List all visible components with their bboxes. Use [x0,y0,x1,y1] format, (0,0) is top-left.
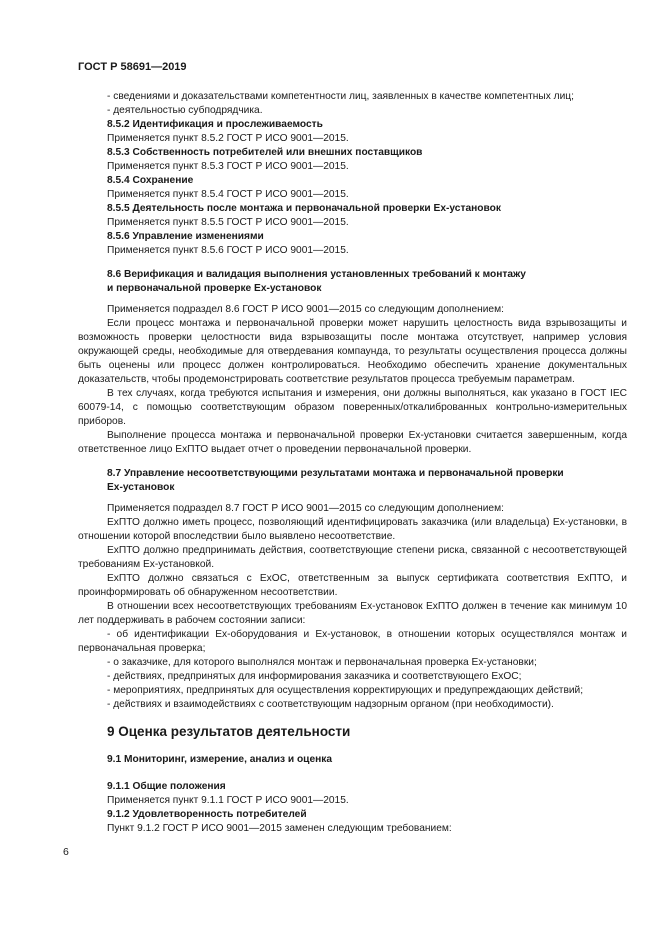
paragraph: ExПТО должно предпринимать действия, соответствующие степени риска, связанной с несоответствующей требованиям Ex-установкой. [78,545,627,570]
list-item: - действиях и взаимодействиях с соответствующим надзорным органом (при необходимости). [107,699,554,710]
section-text: Применяется пункт 8.5.6 ГОСТ Р ИСО 9001—2015. [107,245,349,256]
section-text: Применяется пункт 8.5.3 ГОСТ Р ИСО 9001—2015. [107,161,349,172]
section-heading-8-6: 8.6 Верификация и валидация выполнения установленных требований к монтажу [107,269,526,280]
paragraph: Если процесс монтажа и первоначальной проверки может нарушить целостность вида взрывозащиты и возможность проверки целостности вида взрывозащиты после монтажа отсутствует, например условия окружающей среды, необходимые для отвердевания компаунда, то результаты осуществления процесса должны быть оценены или процесс должен контролироваться. Необходимо обеспечить хранение документальных доказательств, чтобы продемонстрировать соответствие результатов процесса требуемым параметрам. [78,318,627,385]
chapter-heading-9: 9 Оценка результатов деятельности [107,724,351,739]
list-item: - мероприятиях, предпринятых для осуществления корректирующих и предупреждающих действий; [107,685,584,696]
section-heading-9-1-2: 9.1.2 Удовлетворенность потребителей [107,809,307,820]
section-heading-8-7-cont: Ex-установок [107,482,175,493]
paragraph: Выполнение процесса монтажа и первоначальной проверки Ex-установки считается завершенным, когда ответственное лицо ExПТО выдает отчет о проведении первоначальной проверки. [78,430,627,455]
paragraph: ExПТО должно связаться с ExОС, ответственным за выпуск сертификата соответствия ExПТО, и проинформировать об обнаруженном несоответствии. [78,573,627,598]
page-number: 6 [63,846,69,858]
section-heading-8-6-cont: и первоначальной проверке Ex-установок [107,283,322,294]
section-heading-8-5-5: 8.5.5 Деятельность после монтажа и первоначальной проверки Ex-установок [107,203,501,214]
paragraph: Применяется подраздел 8.7 ГОСТ Р ИСО 9001—2015 со следующим дополнением: [107,503,504,514]
section-heading-8-5-3: 8.5.3 Собственность потребителей или внешних поставщиков [107,147,423,158]
section-heading-8-5-4: 8.5.4 Сохранение [107,175,194,186]
list-item: - сведениями и доказательствами компетентности лиц, заявленных в качестве компетентных лиц; [107,91,574,102]
paragraph: В тех случаях, когда требуются испытания и измерения, они должны выполняться, как указано в ГОСТ IEC 60079-14, с помощью соответствующим образом поверенных/откалиброванных контрольно-измерительных приборов. [78,388,627,427]
section-text: Пункт 9.1.2 ГОСТ Р ИСО 9001—2015 заменен следующим требованием: [107,823,452,834]
list-item: - об идентификации Ex-оборудования и Ex-установок, в отношении которых осуществлялся монтаж и первоначальная проверка; [78,629,627,654]
list-item: - действиях, предпринятых для информирования заказчика и соответствующего ExОС; [107,671,522,682]
list-item: - о заказчике, для которого выполнялся монтаж и первоначальная проверка Ex-установки; [107,657,537,668]
section-heading-8-5-6: 8.5.6 Управление изменениями [107,231,264,242]
section-heading-8-7: 8.7 Управление несоответствующими результатами монтажа и первоначальной проверки [107,468,564,479]
section-heading-9-1: 9.1 Мониторинг, измерение, анализ и оценка [107,754,333,765]
paragraph: ExПТО должно иметь процесс, позволяющий идентифицировать заказчика (или владельца) Ex-установки, в отношении которой впоследствии было выявлено несоответствие. [78,517,627,542]
section-text: Применяется пункт 8.5.4 ГОСТ Р ИСО 9001—2015. [107,189,349,200]
document-header: ГОСТ Р 58691—2019 [78,61,187,73]
section-text: Применяется пункт 8.5.2 ГОСТ Р ИСО 9001—2015. [107,133,349,144]
section-heading-8-5-2: 8.5.2 Идентификация и прослеживаемость [107,119,323,130]
paragraph: В отношении всех несоответствующих требованиям Ex-установок ExПТО должен в течение как минимум 10 лет поддерживать в рабочем состоянии записи: [78,601,627,626]
paragraph: Применяется подраздел 8.6 ГОСТ Р ИСО 9001—2015 со следующим дополнением: [107,304,504,315]
page-content [78,90,627,836]
section-text: Применяется пункт 8.5.5 ГОСТ Р ИСО 9001—2015. [107,217,349,228]
section-text: Применяется пункт 9.1.1 ГОСТ Р ИСО 9001—2015. [107,795,349,806]
list-item: - деятельностью субподрядчика. [107,105,263,116]
section-heading-9-1-1: 9.1.1 Общие положения [107,781,226,792]
